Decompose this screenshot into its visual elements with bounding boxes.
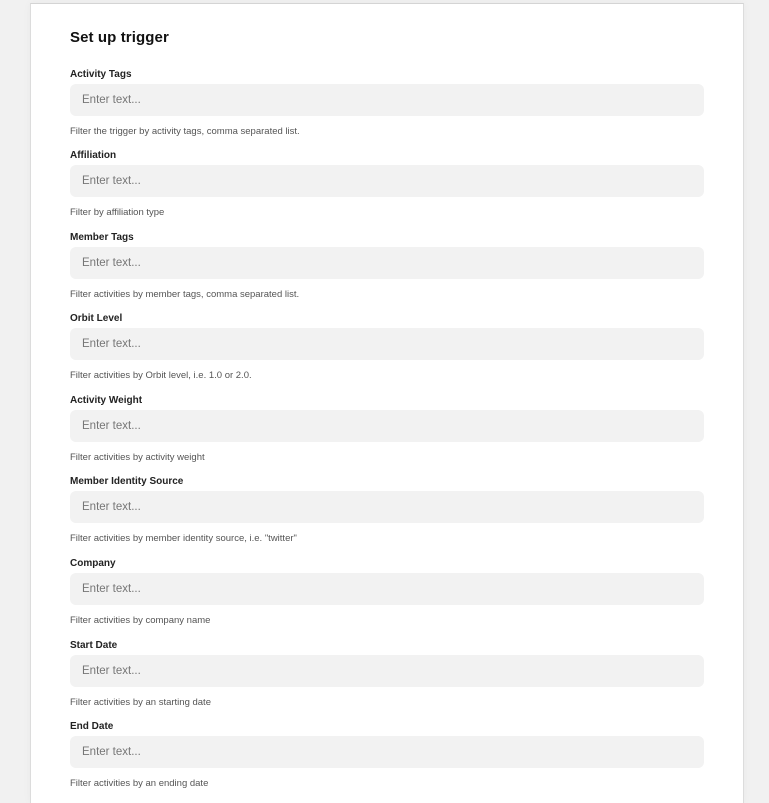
field-label: Activity Weight: [70, 395, 143, 406]
field-label: Start Date: [70, 640, 118, 651]
field-member-identity-source: [70, 475, 704, 545]
field-activity-weight: [70, 394, 704, 464]
field-help-text: Filter activities by company name: [70, 615, 211, 626]
field-label: Member Tags: [70, 232, 134, 243]
field-company: [70, 557, 704, 627]
trigger-setup-panel: [30, 3, 744, 803]
member-identity-source-input[interactable]: [70, 491, 704, 523]
field-label: Company: [70, 558, 116, 569]
form-title: Set up trigger: [70, 29, 169, 46]
end-date-input[interactable]: [70, 736, 704, 768]
field-activity-tags: [70, 68, 704, 138]
field-label: Affiliation: [70, 150, 117, 161]
field-affiliation: [70, 149, 704, 219]
activity-weight-input[interactable]: [70, 410, 704, 442]
orbit-level-input[interactable]: [70, 328, 704, 360]
field-help-text: Filter activities by an ending date: [70, 778, 209, 789]
member-tags-input[interactable]: [70, 247, 704, 279]
field-label: Activity Tags: [70, 69, 132, 80]
field-help-text: Filter activities by member tags, comma separated list.: [70, 289, 300, 300]
field-help-text: Filter activities by an starting date: [70, 697, 211, 708]
field-help-text: Filter by affiliation type: [70, 207, 165, 218]
activity-tags-input[interactable]: [70, 84, 704, 116]
field-label: Orbit Level: [70, 313, 123, 324]
company-input[interactable]: [70, 573, 704, 605]
field-label: Member Identity Source: [70, 476, 184, 487]
field-end-date: [70, 720, 704, 790]
start-date-input[interactable]: [70, 655, 704, 687]
field-help-text: Filter the trigger by activity tags, comma separated list.: [70, 126, 300, 137]
field-help-text: Filter activities by activity weight: [70, 452, 205, 463]
field-label: End Date: [70, 721, 114, 732]
field-help-text: Filter activities by Orbit level, i.e. 1.0 or 2.0.: [70, 370, 252, 381]
field-start-date: [70, 639, 704, 709]
field-help-text: Filter activities by member identity source, i.e. "twitter": [70, 533, 297, 544]
affiliation-input[interactable]: [70, 165, 704, 197]
field-member-tags: [70, 231, 704, 301]
field-orbit-level: [70, 312, 704, 382]
